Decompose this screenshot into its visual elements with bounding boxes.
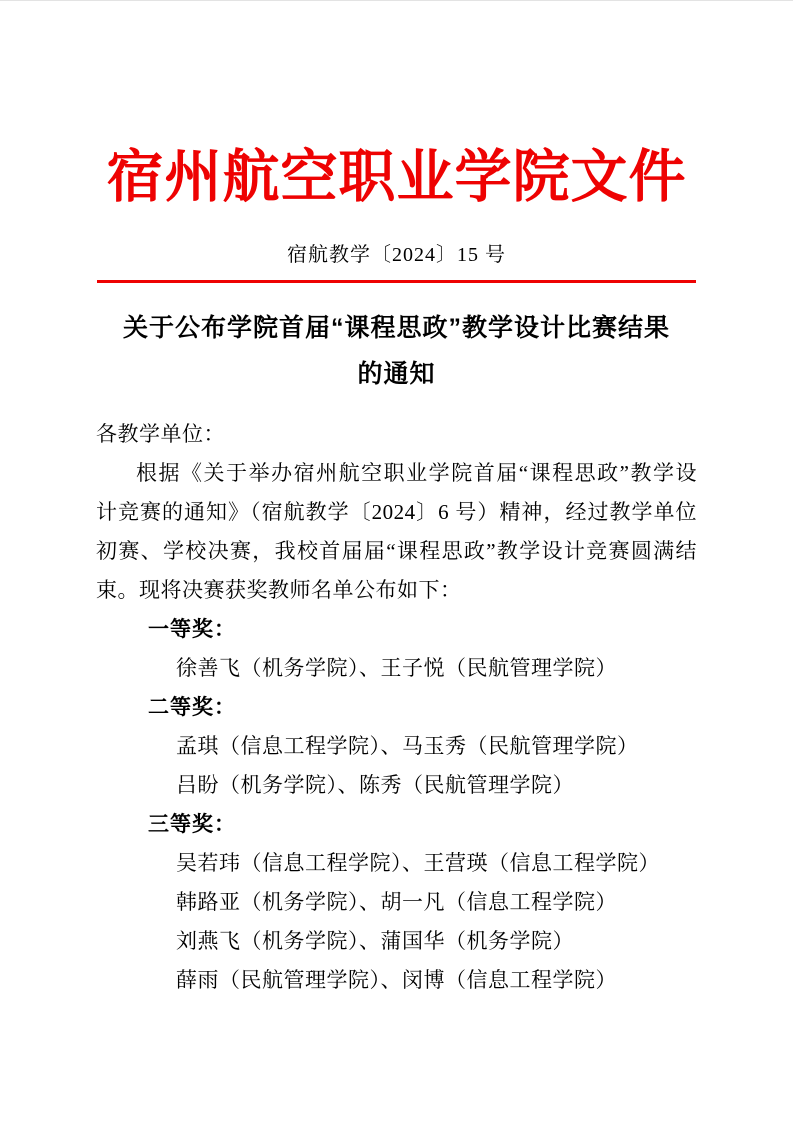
winner-line: 刘燕飞（机务学院）、蒲国华（机务学院） [176, 929, 574, 953]
award-heading-third-prize: 三等奖： [148, 813, 236, 836]
winner-line: 孟琪（信息工程学院）、马玉秀（民航管理学院） [176, 734, 639, 758]
paragraph-line: 计竞赛的通知》（宿航教学〔2024〕6 号）精神，经过教学单位 [96, 500, 697, 524]
award-heading-first-prize: 一等奖： [148, 618, 236, 641]
notice-title [0, 305, 793, 397]
red-header-org-title: 宿州航空职业学院文件 [106, 146, 687, 209]
winner-line: 吕盼（机务学院）、陈秀（民航管理学院） [176, 773, 574, 797]
salutation: 各教学单位： [96, 422, 225, 446]
notice-title-line2: 的通知 [357, 360, 436, 388]
document-body [96, 415, 697, 1000]
winner-line: 徐善飞（机务学院）、王子悦（民航管理学院） [176, 656, 617, 680]
document-number: 宿航教学〔2024〕15 号 [287, 244, 506, 266]
winner-line: 吴若玮（信息工程学院）、王营瑛（信息工程学院） [176, 851, 660, 875]
paragraph-line: 根据《关于举办宿州航空职业学院首届“课程思政”教学设 [136, 461, 697, 485]
paragraph-line: 初赛、学校决赛，我校首届届“课程思政”教学设计竞赛圆满结 [96, 539, 697, 563]
winner-line: 韩路亚（机务学院）、胡一凡（信息工程学院） [176, 890, 617, 914]
red-divider-line [97, 280, 696, 283]
award-heading-second-prize: 二等奖： [148, 696, 236, 719]
notice-title-line1: 关于公布学院首届“课程思政”教学设计比赛结果 [122, 314, 670, 342]
paragraph-line: 束。现将决赛获奖教师名单公布如下： [96, 578, 462, 602]
winner-line: 薛雨（民航管理学院）、闵博（信息工程学院） [176, 968, 617, 992]
